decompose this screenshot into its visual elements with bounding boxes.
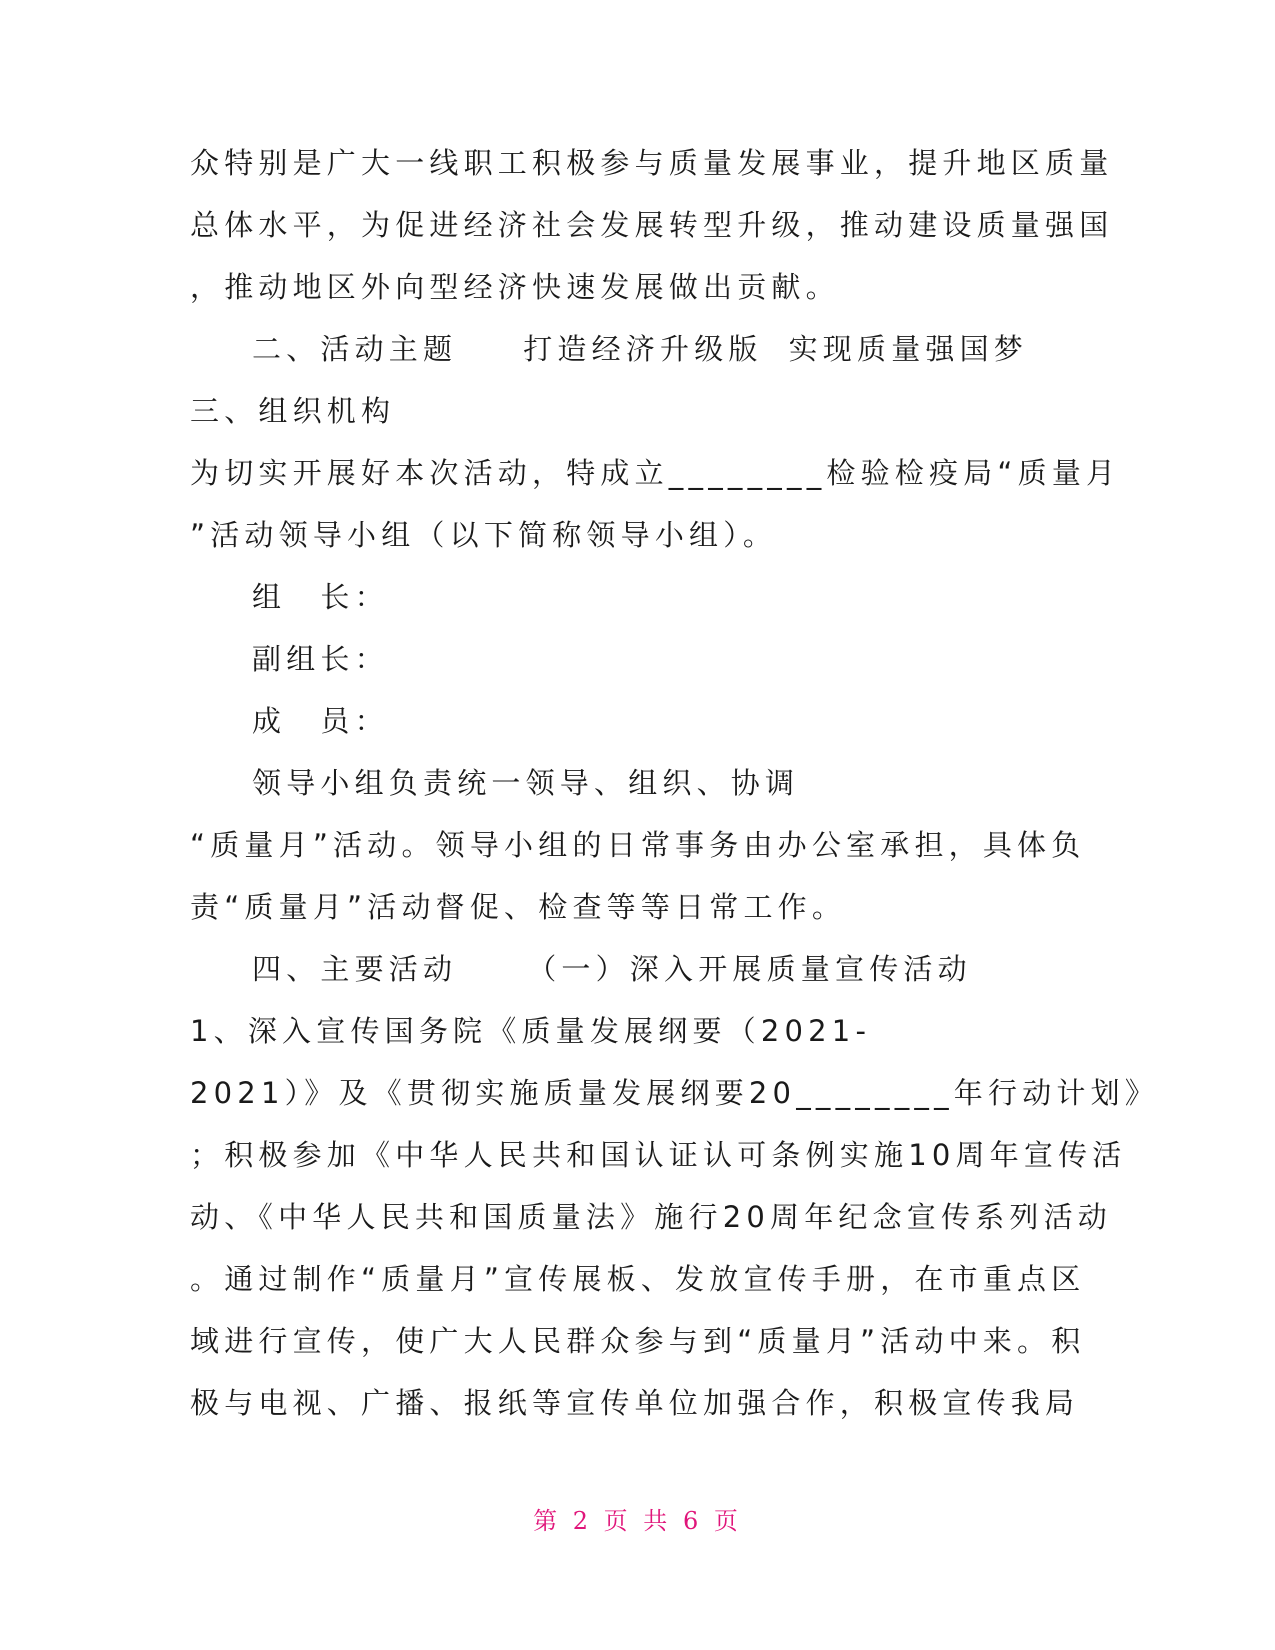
members-field: 成 员： (252, 704, 389, 738)
page-number-footer: 第 2 页 共 6 页 (533, 1507, 742, 1535)
body-text-line: 域进行宣传，使广大人民群众参与到“质量月”活动中来。积 (190, 1324, 1086, 1358)
body-text-line: ”活动领导小组（以下简称领导小组）。 (190, 518, 778, 552)
section-title: 二、活动主题 (252, 332, 458, 366)
leader-field: 组 长： (252, 580, 389, 614)
body-text-line: 众特别是广大一线职工积极参与质量发展事业，提升地区质量 (190, 146, 1114, 180)
body-text-line: ；积极参加《中华人民共和国认证认可条例实施10周年宣传活 (190, 1138, 1127, 1172)
body-text-line: 。通过制作“质量月”宣传展板、发放宣传手册，在市重点区 (190, 1262, 1086, 1296)
deputy-leader-field: 副组长： (252, 642, 389, 676)
body-text-line: 领导小组负责统一领导、组织、协调 (252, 766, 800, 800)
body-text-line: 极与电视、广播、报纸等宣传单位加强合作，积极宣传我局 (190, 1386, 1080, 1420)
theme-slogan-2: 实现质量强国梦 (788, 332, 1029, 366)
body-text-line: 2021）》及《贯彻实施质量发展纲要20________年行动计划》 (190, 1076, 1160, 1110)
section-heading: 三、组织机构 (190, 394, 396, 428)
body-text-line: “质量月”活动。领导小组的日常事务由办公室承担，具体负 (190, 828, 1086, 862)
theme-slogan-1: 打造经济升级版 (523, 332, 763, 366)
section-heading-activities (252, 949, 1152, 989)
body-text-line: 为切实开展好本次活动，特成立________检验检疫局“质量月 (190, 456, 1121, 490)
section-title: 四、主要活动 (252, 952, 458, 986)
body-text-line: 责“质量月”活动督促、检查等等日常工作。 (190, 890, 847, 924)
body-text-line: 动、《中华人民共和国质量法》施行20周年纪念宣传系列活动 (190, 1200, 1113, 1234)
subsection-title: （一）深入开展质量宣传活动 (527, 952, 972, 986)
body-text-line: 总体水平，为促进经济社会发展转型升级，推动建设质量强国 (190, 208, 1114, 242)
body-text-line: ，推动地区外向型经济快速发展做出贡献。 (190, 270, 840, 304)
section-heading-theme (252, 329, 1152, 369)
body-text-line: 1、深入宣传国务院《质量发展纲要（2021- (190, 1014, 872, 1048)
